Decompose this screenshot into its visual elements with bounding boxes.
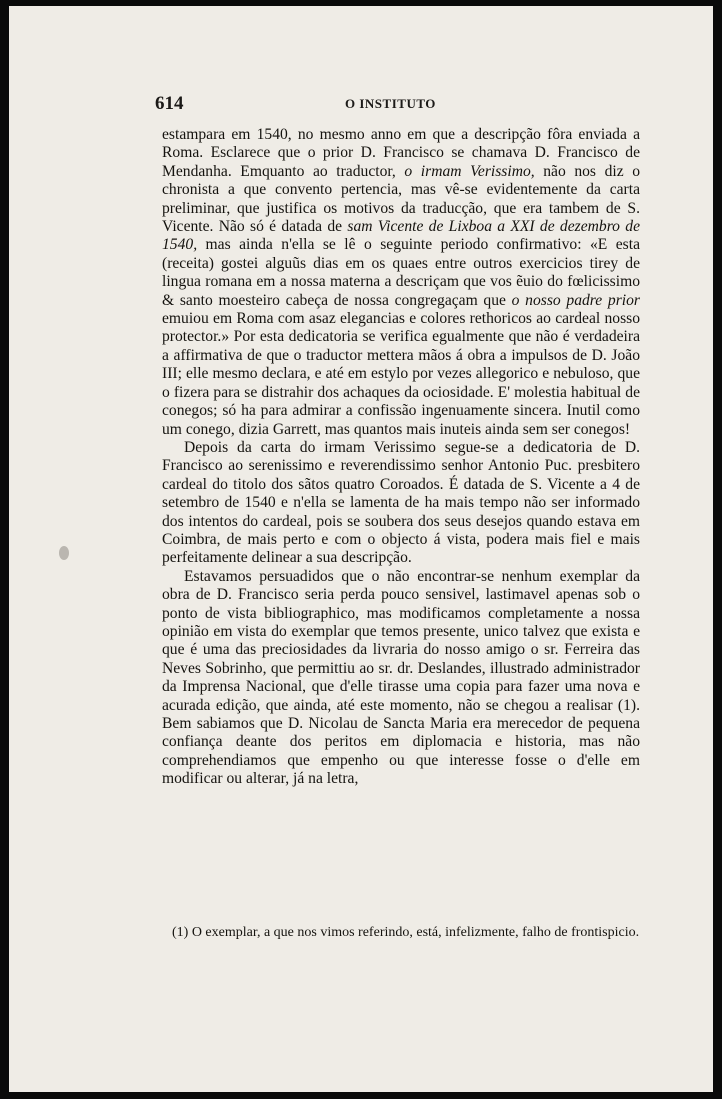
- italic-irmam-verissimo: o irmam Verissimo,: [404, 162, 535, 180]
- paragraph-3: Estavamos persuadidos que o não encontrar-se nenhum exemplar da obra de D. Francisco seria perda pouco sensivel, lastimavel apenas sob o ponto de vista bibliographico, mas modificamos completamente a nossa opinião em vista do exemplar que temos presente, unico talvez que exista e que é uma das preciosidades da livraria do nosso amigo o sr. Ferreira das Neves Sobrinho, que permittiu ao sr. dr. Deslandes, illustrado administrador da Imprensa Nacional, que d'elle tirasse uma copia para fazer uma nova e acurada edição, que ainda, até este momento, não se chegou a realisar (1). Bem sabiamos que D. Nicolau de Sancta Maria era merecedor de pequena confiança deante dos peritos em diplomacia e historia, mas não comprehendiamos que empenho ou que interesse fosse o d'elle em modificar ou alterar, já na letra,: [162, 567, 640, 788]
- paragraph-1-text-a: estampara em 1540, no mesmo anno em que a descripção fôra enviada a Roma. Esclarece que o prior D. Francisco se chamava D. Francisco de Mendanha. Emquanto ao traductor,: [162, 126, 640, 180]
- paragraph-1-text-b: não nos diz o chronista a que convento pertencia, mas vê-se evidentemente da carta preliminar, que justifica os motivos da traducção, que era tambem de S. Vicente. Não só é datada de: [162, 162, 641, 236]
- paragraph-1-text-c: mas ainda n'ella se lê o seguinte periodo confirmativo: «E esta (receita) gostei alguũs dias em os quaes entre outros exercicios tirey de lingua romana em a nossa materna a descriçam que vos ẽuio do fœlicissimo & santo moesteiro cabeça de nossa congregaçam que: [162, 236, 640, 309]
- running-head: O INSTITUTO: [345, 96, 436, 111]
- italic-dating: sam Vicente de Lixboa a XXI de dezembro de 1540,: [162, 218, 640, 254]
- paper-speck: [59, 546, 69, 560]
- paragraph-2: Depois da carta do irmam Verissimo segue-se a dedicatoria de D. Francisco ao serenissimo e reverendissimo senhor Antonio Puc. presbitero cardeal do titolo dos sãtos quatro Coroados. É datada de S. Vicente a 4 de setembro de 1540 e n'ella se lamenta de ha mais tempo não ser informado dos intentos do cardeal, pois se soubera dos seus desejos quando estava em Coimbra, de mais perto e com o objecto á vista, podera mais fiel e mais perfeitamente delinear a sua descripção.: [162, 438, 640, 567]
- paragraph-1: [162, 126, 640, 439]
- italic-nosso-padre-prior: o nosso padre prior: [511, 291, 640, 309]
- page-number: 614: [155, 93, 184, 114]
- body-text: [162, 126, 640, 789]
- paragraph-1-text-d: emuiou em Roma com asaz elegancias e colores rethoricos ao cardeal nosso protector.» Por esta dedicatoria se verifica egualmente que não é verdadeira a affirmativa de que o traductor mettera mãos á obra a impulsos de D. João III; elle mesmo declara, e até em estylo por vezes allegorico e nebuloso, que o fizera para se distrahir dos achaques da ociosidade. E' molestia habitual de conegos; só ha para admirar a confissão ingenuamente sincera. Inutil como um conego, dizia Garrett, mas quantos mais inuteis ainda sem ser conegos!: [162, 310, 640, 438]
- page-header: [155, 93, 645, 117]
- footnote: (1) O exemplar, a que nos vimos referindo, está, infelizmente, falho de frontispicio.: [172, 925, 640, 940]
